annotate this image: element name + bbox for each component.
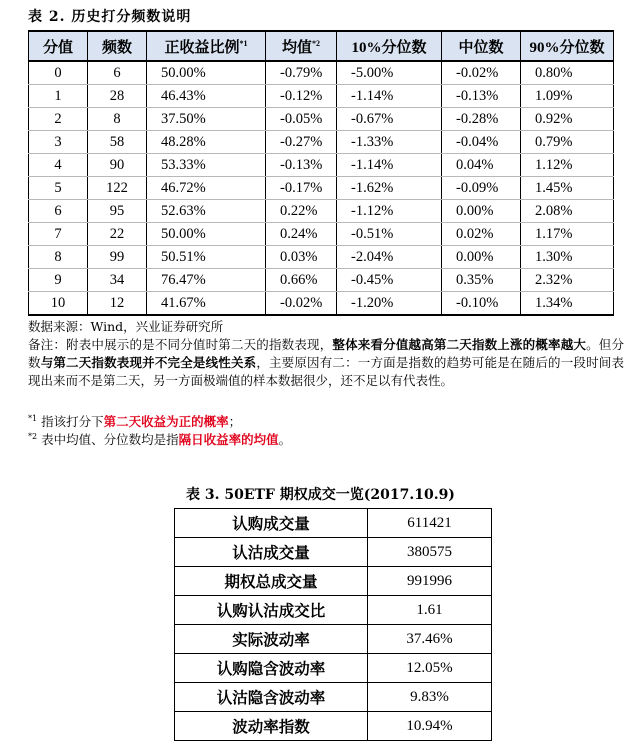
metric-value: 611421 [368,509,492,538]
cell-median: 0.35% [442,269,521,292]
cell-score: 1 [29,85,88,108]
cell-p10: -1.62% [337,177,442,200]
metric-value: 9.83% [368,683,492,712]
table-row [175,654,492,683]
table-row [29,200,614,223]
cell-p90: 2.08% [521,200,614,223]
table2-caption: 表 3. 50ETF 期权成交一览(2017.10.9) [186,487,455,503]
header-p90: 90%分位数 [521,31,614,61]
metric-value: 380575 [368,538,492,567]
cell-p10: -0.45% [337,269,442,292]
cell-frequency: 28 [88,85,147,108]
cell-positive-ratio: 37.50% [147,108,266,131]
cell-p90: 1.30% [521,246,614,269]
metric-value: 1.61 [368,596,492,625]
data-source-note: 数据来源：Wind，兴业证券研究所 [28,319,224,334]
cell-mean: 0.66% [266,269,337,292]
table-row [29,61,614,85]
cell-score: 2 [29,108,88,131]
cell-positive-ratio: 48.28% [147,131,266,154]
cell-p10: -1.12% [337,200,442,223]
cell-p10: -1.20% [337,292,442,316]
score-frequency-table [28,30,614,316]
cell-mean: 0.24% [266,223,337,246]
cell-score: 6 [29,200,88,223]
table-row [29,269,614,292]
table-row [29,131,614,154]
cell-mean: 0.03% [266,246,337,269]
cell-p90: 0.79% [521,131,614,154]
cell-p10: -0.51% [337,223,442,246]
metric-label: 认购认沽成交比 [175,596,368,625]
cell-frequency: 99 [88,246,147,269]
cell-positive-ratio: 46.43% [147,85,266,108]
cell-median: -0.02% [442,61,521,85]
cell-frequency: 12 [88,292,147,316]
cell-frequency: 34 [88,269,147,292]
cell-median: -0.10% [442,292,521,316]
cell-mean: -0.79% [266,61,337,85]
table-row [29,223,614,246]
cell-median: 0.00% [442,246,521,269]
cell-p90: 0.80% [521,61,614,85]
cell-mean: 0.22% [266,200,337,223]
cell-score: 3 [29,131,88,154]
table-row [175,509,492,538]
cell-positive-ratio: 76.47% [147,269,266,292]
cell-p10: -0.67% [337,108,442,131]
cell-p90: 1.12% [521,154,614,177]
cell-score: 8 [29,246,88,269]
cell-median: -0.04% [442,131,521,154]
cell-p90: 2.32% [521,269,614,292]
metric-label: 认购隐含波动率 [175,654,368,683]
footnote-1: $^{*1}$ 指该打分下第二天收益为正的概率； [28,414,242,430]
cell-positive-ratio: 50.00% [147,61,266,85]
cell-p90: 0.92% [521,108,614,131]
cell-score: 5 [29,177,88,200]
remark-note: 备注：附表中展示的是不同分值时第二天的指数表现，整体来看分值越高第二天指数上涨的概率越大。但分数与第二天指数表现并不完全是线性关系，主要原因有二：一方面是指数的趋势可能是在随后的一段时间表现出来而不是第二天，另一方面极端值的样本数据很少，还不足以有代表性。 [28,337,624,388]
table-row [29,246,614,269]
header-p10: 10%分位数 [337,31,442,61]
cell-median: -0.13% [442,85,521,108]
cell-p10: -1.14% [337,85,442,108]
metric-label: 认沽隐含波动率 [175,683,368,712]
metric-label: 波动率指数 [175,712,368,741]
table-row [29,108,614,131]
cell-p90: 1.34% [521,292,614,316]
cell-frequency: 22 [88,223,147,246]
table-row [175,596,492,625]
cell-mean: -0.27% [266,131,337,154]
table-row [175,567,492,596]
metric-label: 认购成交量 [175,509,368,538]
cell-positive-ratio: 53.33% [147,154,266,177]
table-row [175,538,492,567]
cell-frequency: 122 [88,177,147,200]
cell-score: 10 [29,292,88,316]
cell-frequency: 90 [88,154,147,177]
metric-value: 10.94% [368,712,492,741]
cell-mean: -0.17% [266,177,337,200]
cell-p90: 1.17% [521,223,614,246]
cell-mean: -0.02% [266,292,337,316]
header-positive-ratio: 正收益比例$^{*1}$ [147,31,266,61]
header-frequency: 频数 [88,31,147,61]
cell-score: 9 [29,269,88,292]
table-row [29,154,614,177]
table-row [175,625,492,654]
cell-p10: -1.14% [337,154,442,177]
table1-caption: 表 2. 历史打分频数说明 [28,9,192,25]
cell-p10: -1.33% [337,131,442,154]
table-row [29,292,614,316]
cell-positive-ratio: 50.00% [147,223,266,246]
footnote-2: $^{*2}$ 表中均值、分位数均是指隔日收益率的均值。 [28,432,292,448]
header-median: 中位数 [442,31,521,61]
cell-median: 0.02% [442,223,521,246]
metric-value: 991996 [368,567,492,596]
metric-value: 37.46% [368,625,492,654]
cell-score: 7 [29,223,88,246]
cell-frequency: 8 [88,108,147,131]
header-score: 分值 [29,31,88,61]
cell-median: -0.09% [442,177,521,200]
metric-label: 期权总成交量 [175,567,368,596]
metric-label: 实际波动率 [175,625,368,654]
cell-p10: -2.04% [337,246,442,269]
cell-mean: -0.13% [266,154,337,177]
table-row [175,683,492,712]
header-mean: 均值$^{*2}$ [266,31,337,61]
cell-score: 4 [29,154,88,177]
cell-frequency: 95 [88,200,147,223]
table-row [29,85,614,108]
cell-positive-ratio: 50.51% [147,246,266,269]
cell-positive-ratio: 41.67% [147,292,266,316]
cell-median: 0.00% [442,200,521,223]
cell-positive-ratio: 52.63% [147,200,266,223]
table-row [175,712,492,741]
table1-header-row [29,31,614,61]
cell-median: 0.04% [442,154,521,177]
cell-mean: -0.05% [266,108,337,131]
cell-p90: 1.45% [521,177,614,200]
cell-mean: -0.12% [266,85,337,108]
cell-score: 0 [29,61,88,85]
metric-label: 认沽成交量 [175,538,368,567]
table-row [29,177,614,200]
cell-frequency: 58 [88,131,147,154]
etf-options-volume-table [174,508,492,741]
cell-frequency: 6 [88,61,147,85]
cell-median: -0.28% [442,108,521,131]
cell-p90: 1.09% [521,85,614,108]
metric-value: 12.05% [368,654,492,683]
cell-p10: -5.00% [337,61,442,85]
cell-positive-ratio: 46.72% [147,177,266,200]
